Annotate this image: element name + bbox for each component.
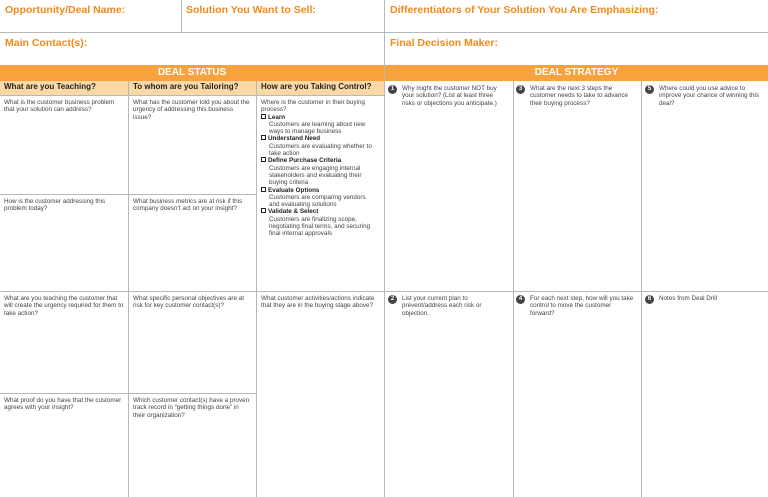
stage-option[interactable] — [261, 157, 375, 186]
checkbox-icon[interactable] — [261, 187, 266, 192]
checkbox-icon[interactable] — [261, 157, 266, 162]
final-decision-maker-label: Final Decision Maker: — [390, 37, 498, 49]
divider — [181, 0, 182, 32]
strategy-question: List your current plan to prevent/address each risk or objection. — [402, 295, 482, 317]
stage-option[interactable] — [261, 208, 375, 237]
divider — [0, 95, 384, 96]
number-badge-2: 2 — [388, 295, 397, 304]
stage-description: Customers are evaluating whether to take action — [269, 142, 372, 158]
stage-title: Evaluate Options — [268, 186, 320, 194]
differentiators-label: Differentiators of Your Solution You Are Emphasizing: — [390, 4, 659, 16]
stage-option[interactable] — [261, 135, 375, 157]
divider — [641, 81, 642, 497]
stage-title: Understand Need — [268, 135, 321, 143]
checkbox-icon[interactable] — [261, 135, 266, 140]
solution-label: Solution You Want to Sell: — [186, 4, 316, 16]
number-badge-5: 5 — [645, 85, 654, 94]
column-header-control: How are you Taking Control? — [257, 81, 384, 95]
number-badge-3: 3 — [516, 85, 525, 94]
teaching-question: What proof do you have that the customer agrees with your insight? — [4, 397, 122, 412]
stage-description: Customers are finalizing scope, negotiating final terms, and securing final internal approvals — [269, 215, 371, 238]
control-question: What customer activities/actions indicate that they are in the buying stage above? — [261, 295, 375, 310]
tailoring-question: What has the customer told you about the urgency of addressing this business issue? — [133, 99, 250, 121]
control-intro: Where is the customer in their buying process? — [261, 99, 365, 114]
stage-title: Learn — [268, 113, 286, 121]
teaching-question: What are you teaching the customer that will create the urgency required for them to take action? — [4, 295, 124, 317]
number-badge-4: 4 — [516, 295, 525, 304]
teaching-question: What is the customer business problem that your solution can address? — [4, 99, 115, 114]
opportunity-label: Opportunity/Deal Name: — [5, 4, 126, 16]
strategy-question: Where could you use advice to improve your chance of winning this deal? — [659, 85, 760, 107]
checkbox-icon[interactable] — [261, 208, 266, 213]
divider — [0, 194, 256, 195]
stage-option[interactable] — [261, 114, 375, 136]
buying-process-checklist — [261, 99, 375, 238]
divider — [128, 81, 129, 497]
deal-strategy-band: DEAL STRATEGY — [385, 65, 768, 81]
strategy-question: Why might the customer NOT buy your solution? (List at least three risks or objections you anticipate.) — [402, 85, 497, 107]
teaching-question: How is the customer addressing this problem today? — [4, 198, 106, 213]
divider — [0, 393, 256, 394]
column-header-tailoring: To whom are you Tailoring? — [129, 81, 256, 95]
divider — [0, 291, 768, 292]
column-header-teaching: What are you Teaching? — [0, 81, 128, 95]
strategy-question: Notes from Deal Drill — [659, 295, 718, 302]
number-badge-6: 6 — [645, 295, 654, 304]
stage-option[interactable] — [261, 187, 375, 209]
divider — [256, 81, 257, 497]
tailoring-question: Which customer contact(s) have a proven track record in “getting things done” in their organization? — [133, 397, 250, 419]
strategy-question: What are the next 3 steps the customer needs to take to advance their buying process? — [530, 85, 629, 107]
stage-description: Customers are learning about new ways to manage business — [269, 120, 366, 136]
number-badge-1: 1 — [388, 85, 397, 94]
tailoring-question: What business metrics are at risk if this company doesn’t act on your insight? — [133, 198, 243, 213]
stage-title: Define Purchase Criteria — [268, 157, 342, 165]
stage-title: Validate & Select — [268, 208, 319, 216]
checkbox-icon[interactable] — [261, 114, 266, 119]
tailoring-question: What specific personal objectives are at risk for key customer contact(s)? — [133, 295, 244, 310]
divider — [513, 81, 514, 497]
stage-description: Customers are engaging internal stakeholders and evaluating their buying criteria — [269, 164, 362, 187]
deal-status-band: DEAL STATUS — [0, 65, 384, 81]
strategy-question: For each next step, how will you take control to move the customer forward? — [530, 295, 634, 317]
main-contact-label: Main Contact(s): — [5, 37, 88, 49]
stage-description: Customers are comparing vendors and evaluating solutions — [269, 193, 366, 209]
